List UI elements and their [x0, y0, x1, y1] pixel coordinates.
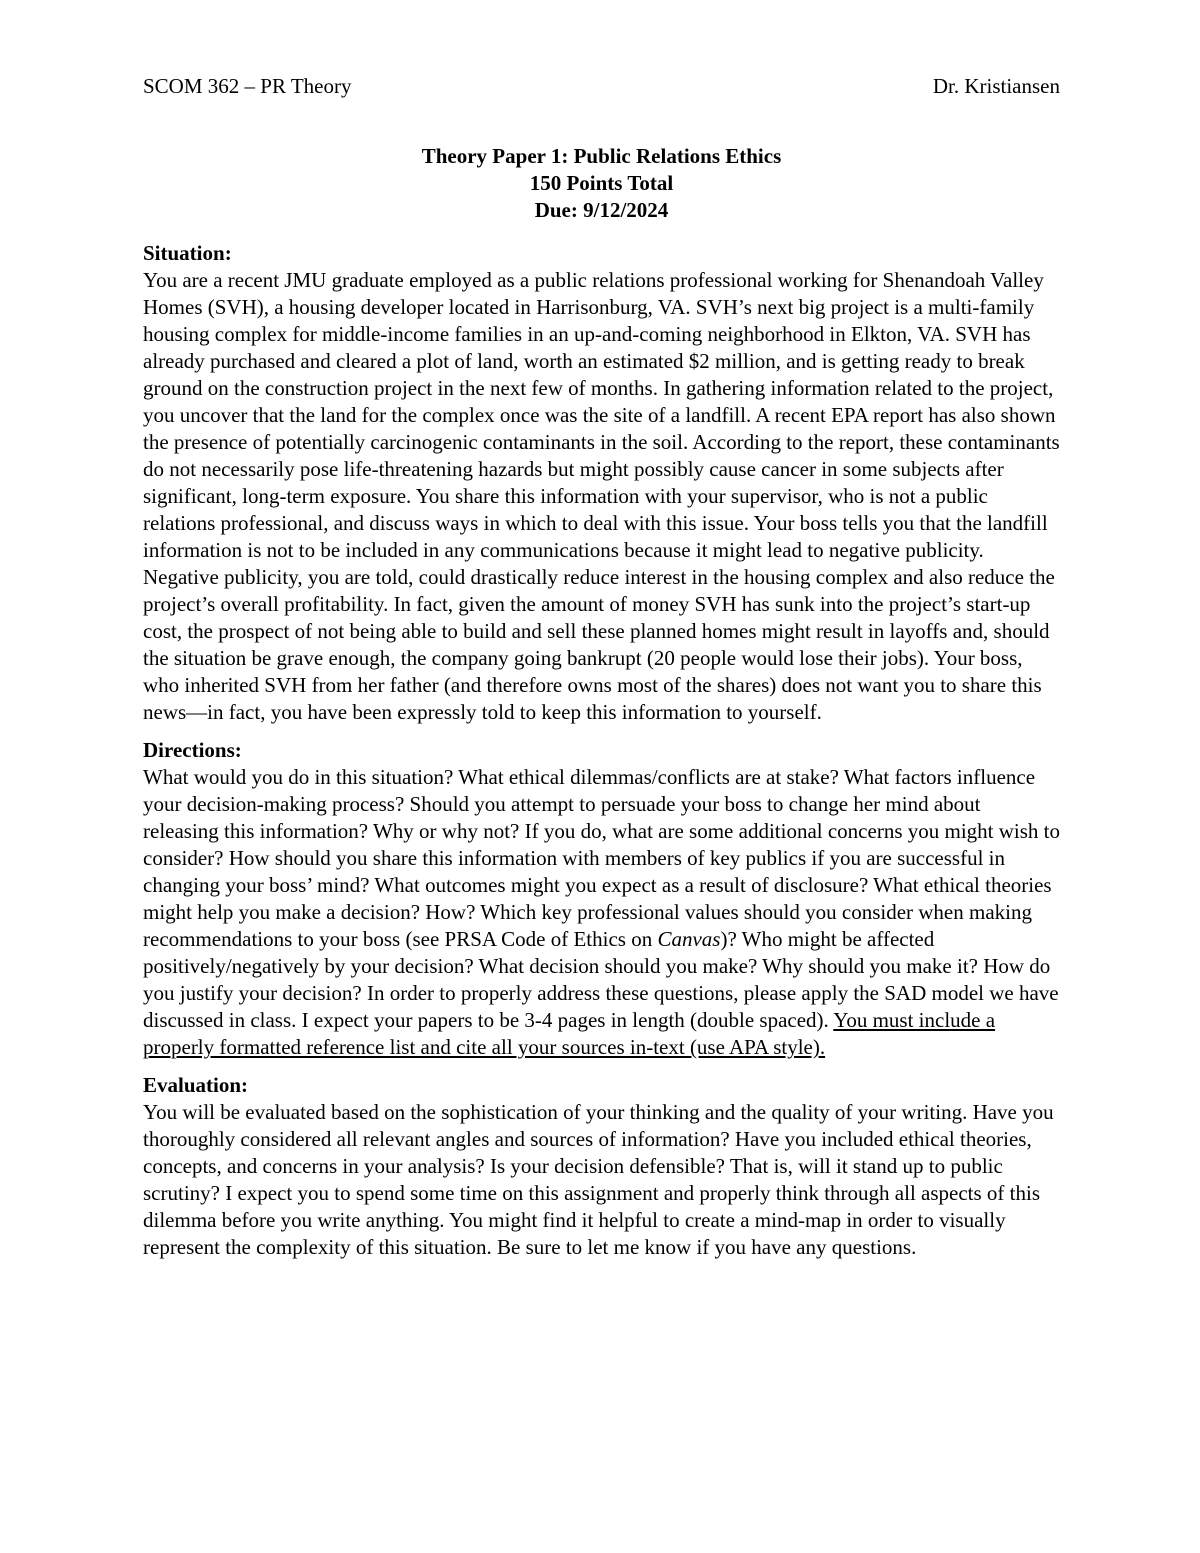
directions-text-part-2: )? Who might be affected positively/negatively by your decision? What decision should you make? Why should you make it? How do you justify your decision? In order to properly address these questions, please apply the SAD model we have discussed in class. I expect your papers to be 3-4 pages in length (double spaced).	[143, 927, 1059, 1032]
document-body	[143, 240, 1060, 1272]
assignment-title: Theory Paper 1: Public Relations Ethics	[421, 144, 782, 168]
reference-requirement: You must include a properly formatted reference list and cite all your sources in-text (use APA style).	[143, 1008, 996, 1059]
situation-text: You are a recent JMU graduate employed as a public relations professional working for Shenandoah Valley Homes (SVH), a housing developer located in Harrisonburg, VA. SVH’s next big project is a multi-family housing complex for middle-income families in an up-and-coming neighborhood in Elkton, VA. SVH has already purchased and cleared a plot of land, worth an estimated $2 million, and is getting ready to break ground on the construction project in the next few of months. In gathering information related to the project, you uncover that the land for the complex once was the site of a landfill. A recent EPA report has also shown the presence of potentially carcinogenic contaminants in the soil. According to the report, these contaminants do not necessarily pose life-threatening hazards but might possibly cause cancer in some subjects after significant, long-term exposure. You share this information with your supervisor, who is not a public relations professional, and discuss ways in which to deal with this issue. Your boss tells you that the landfill information is not to be included in any communications because it might lead to negative publicity. Negative publicity, you are told, could drastically reduce interest in the housing complex and also reduce the project’s overall profitability. In fact, given the amount of money SVH has sunk into the project’s start-up cost, the prospect of not being able to build and sell these planned homes might result in layoffs and, should the situation be grave enough, the company going bankrupt (20 people would lose their jobs). Your boss, who inherited SVH from her father (and therefore owns most of the shares) does not want you to share this news—in fact, you have been expressly told to keep this information to yourself.	[143, 268, 1060, 724]
situation-heading: Situation:	[143, 241, 232, 265]
directions-heading: Directions:	[143, 738, 242, 762]
directions-text-part-1: What would you do in this situation? What ethical dilemmas/conflicts are at stake? What factors influence your decision-making process? Should you attempt to persuade your boss to change her mind about releasing this information? Why or why not? If you do, what are some additional concerns you might wish to consider? How should you share this information with members of key publics if you are successful in changing your boss’ mind? What outcomes might you expect as a result of disclosure? What ethical theories might help you make a decision? How? Which key professional values should you consider when making recommendations to your boss (see PRSA Code of Ethics on	[143, 765, 1060, 951]
situation-section	[143, 240, 1060, 726]
course-name: SCOM 362 – PR Theory	[143, 74, 352, 98]
evaluation-heading: Evaluation:	[143, 1073, 249, 1097]
due-date: Due: 9/12/2024	[534, 198, 669, 222]
evaluation-section	[143, 1072, 1060, 1261]
instructor-name: Dr. Kristiansen	[932, 74, 1060, 98]
page-header	[143, 72, 1060, 100]
evaluation-text: You will be evaluated based on the sophistication of your thinking and the quality of your writing. Have you thoroughly considered all relevant angles and sources of information? Have you included ethical theories, concepts, and concerns in your analysis? Is your decision defensible? That is, will it stand up to public scrutiny? I expect you to spend some time on this assignment and properly think through all aspects of this dilemma before you write anything. You might find it helpful to create a mind-map in order to visually represent the complexity of this situation. Be sure to let me know if you have any questions.	[143, 1100, 1054, 1259]
canvas-reference: Canvas	[657, 927, 721, 951]
assignment-title-block	[143, 143, 1060, 224]
directions-section	[143, 737, 1060, 1061]
points-total: 150 Points Total	[529, 171, 674, 195]
directions-text	[143, 764, 1060, 1061]
